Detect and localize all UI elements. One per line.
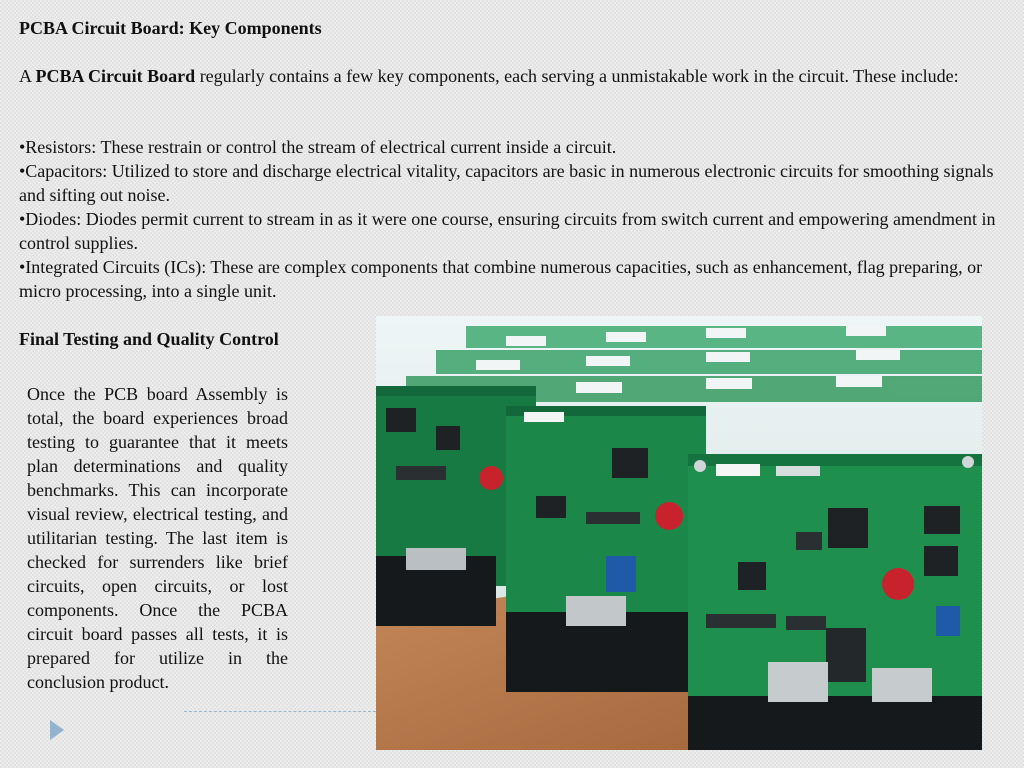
list-item-diodes: •Diodes: Diodes permit current to stream in as it were one course, ensuring circuits from switch current and empowering amendment in control supplies. <box>19 209 996 253</box>
section-heading-testing: Final Testing and Quality Control <box>19 329 279 349</box>
play-triangle-icon[interactable] <box>50 720 64 740</box>
intro-suffix: regularly contains a few key components, each serving a unmistakable work in the circuit. These include: <box>195 66 959 86</box>
circuit-boards-photo <box>376 316 982 750</box>
list-item-integrated-circuits: •Integrated Circuits (ICs): These are complex components that combine numerous capacities, such as enhancement, flag preparing, or micro processing, into a single unit. <box>19 257 983 301</box>
page-title: PCBA Circuit Board: Key Components <box>19 18 322 38</box>
list-item-resistors: •Resistors: These restrain or control the stream of electrical current inside a circuit. <box>19 137 617 157</box>
intro-bold-term: PCBA Circuit Board <box>35 66 196 86</box>
component-list <box>19 135 1004 303</box>
decorative-dashed-line <box>184 711 376 712</box>
list-item-capacitors: •Capacitors: Utilized to store and discharge electrical vitality, capacitors are basic in numerous electronic circuits for smoothing signals and sifting out noise. <box>19 161 994 205</box>
intro-paragraph <box>19 64 1004 88</box>
testing-paragraph: Once the PCB board Assembly is total, the board experiences broad testing to guarantee that it meets plan determinations and quality benchmarks. This can incorporate visual review, electrical testing, and utilitarian testing. The last item is checked for surrenders like brief circuits, open circuits, or lost components. Once the PCBA circuit board passes all tests, it is prepared for utilize in the conclusion product. <box>27 384 288 692</box>
intro-prefix: A <box>19 66 36 86</box>
